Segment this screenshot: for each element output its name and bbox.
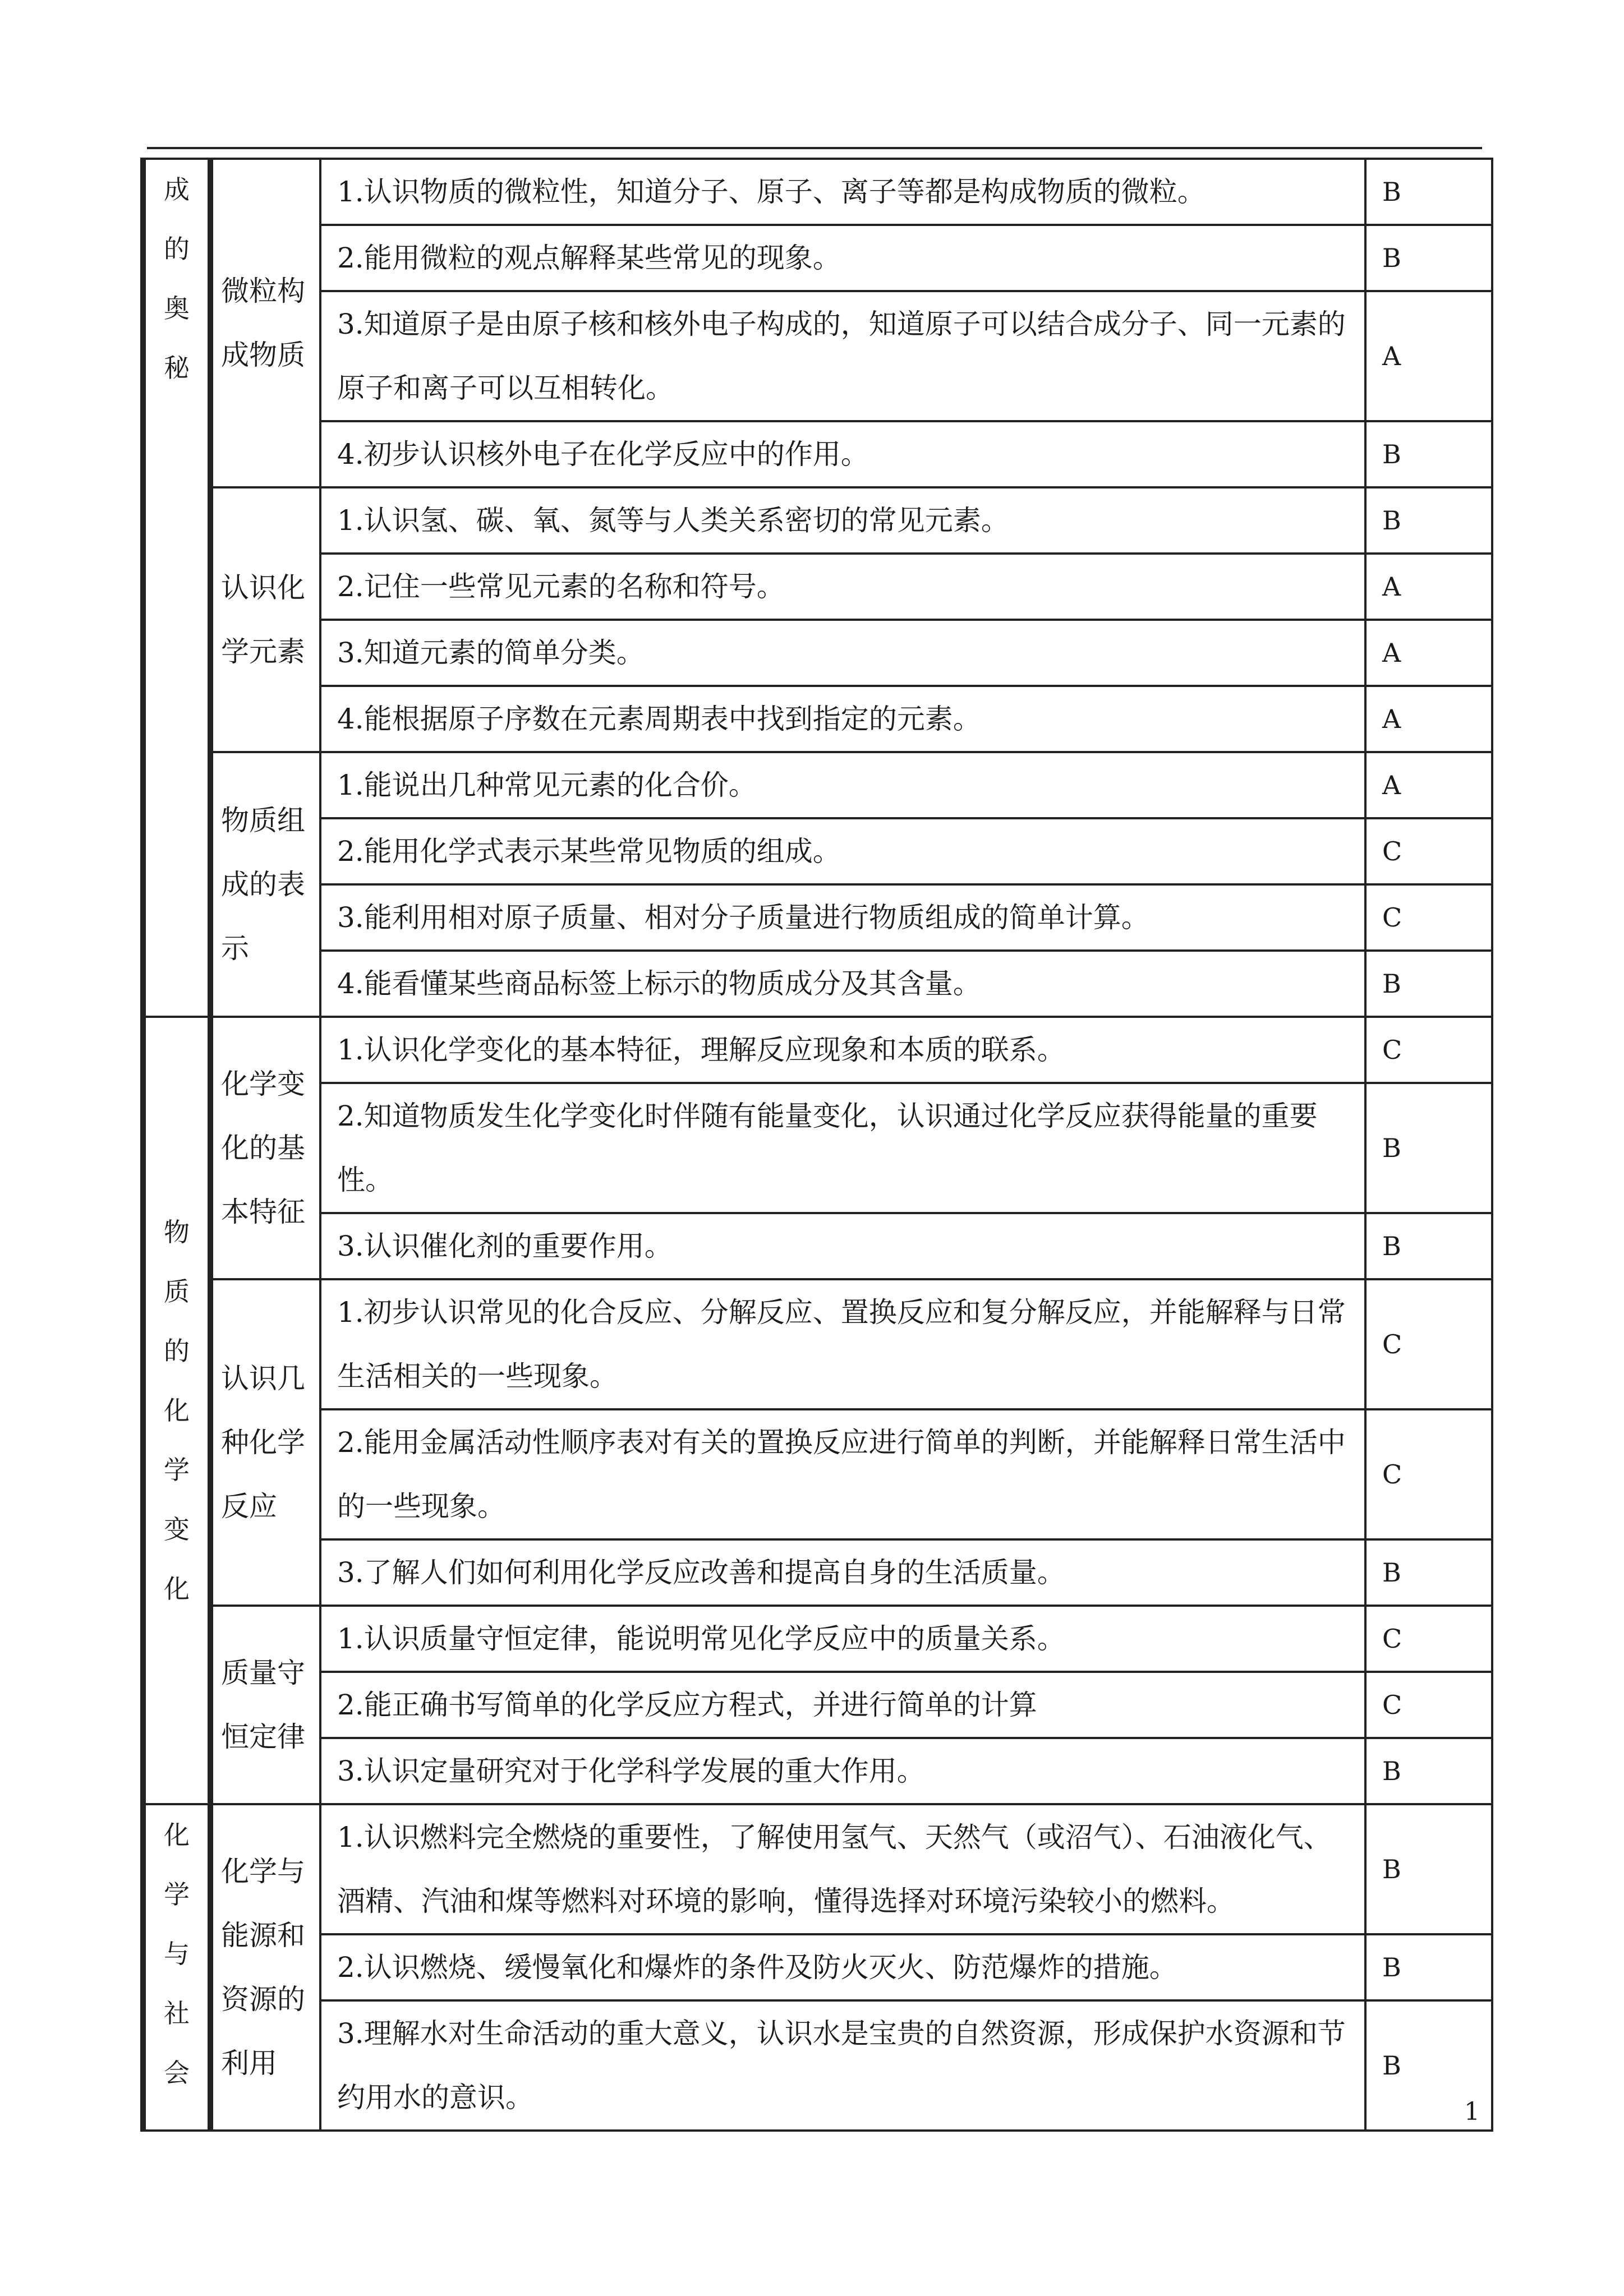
level-cell: A xyxy=(1365,554,1492,620)
level-cell: B xyxy=(1365,159,1492,225)
requirement-cell: 3.知道原子是由原子核和核外电子构成的，知道原子可以结合成分子、同一元素的原子和离子可以互相转化。 xyxy=(320,291,1365,421)
header-rule xyxy=(147,147,1482,149)
level-cell: B xyxy=(1365,1539,1492,1606)
table-row xyxy=(143,159,1492,225)
level-cell: A xyxy=(1365,686,1492,752)
theme-char: 变 xyxy=(164,1514,190,1545)
table-row xyxy=(143,818,1492,884)
requirement-cell: 2.能正确书写简单的化学反应方程式，并进行简单的计算 xyxy=(320,1672,1365,1738)
table-row xyxy=(143,1738,1492,1804)
table-body xyxy=(143,159,1492,2131)
requirement-cell: 1.初步认识常见的化合反应、分解反应、置换反应和复分解反应，并能解释与日常生活相关的一些现象。 xyxy=(320,1279,1365,1409)
requirement-cell: 1.认识化学变化的基本特征，理解反应现象和本质的联系。 xyxy=(320,1017,1365,1083)
theme-char: 与 xyxy=(164,1939,190,1969)
requirement-cell: 3.认识定量研究对于化学科学发展的重大作用。 xyxy=(320,1738,1365,1804)
theme-char: 学 xyxy=(164,1879,190,1910)
table-row xyxy=(143,620,1492,686)
level-cell: B xyxy=(1365,421,1492,487)
theme-char: 会 xyxy=(164,2058,190,2088)
table-row xyxy=(143,554,1492,620)
level-cell: B xyxy=(1365,1213,1492,1279)
level-cell: B xyxy=(1365,1804,1492,1934)
theme-label xyxy=(146,1805,208,2103)
theme-label xyxy=(146,160,208,398)
topic-cell: 认识几种化学反应 xyxy=(210,1279,320,1606)
requirement-cell: 2.认识燃烧、缓慢氧化和爆炸的条件及防火灭火、防范爆炸的措施。 xyxy=(320,1934,1365,2000)
theme-char: 学 xyxy=(164,1455,190,1485)
table-row xyxy=(143,951,1492,1017)
table-row xyxy=(143,752,1492,818)
theme-char: 的 xyxy=(164,1336,190,1366)
topic-cell: 认识化学元素 xyxy=(210,487,320,752)
requirement-cell: 2.能用金属活动性顺序表对有关的置换反应进行简单的判断，并能解释日常生活中的一些现象。 xyxy=(320,1409,1365,1539)
level-cell: C xyxy=(1365,818,1492,884)
requirement-cell: 2.记住一些常见元素的名称和符号。 xyxy=(320,554,1365,620)
table-row xyxy=(143,1539,1492,1606)
table-row xyxy=(143,225,1492,291)
requirement-cell: 1.认识氢、碳、氧、氮等与人类关系密切的常见元素。 xyxy=(320,487,1365,554)
level-cell: C xyxy=(1365,1409,1492,1539)
topic-cell: 化学与能源和资源的利用 xyxy=(210,1804,320,2131)
level-cell: C xyxy=(1365,884,1492,951)
requirement-cell: 2.知道物质发生化学变化时伴随有能量变化，认识通过化学反应获得能量的重要性。 xyxy=(320,1083,1365,1213)
table-row xyxy=(143,1213,1492,1279)
theme-cell xyxy=(143,159,210,1017)
theme-char: 化 xyxy=(164,1395,190,1426)
level-cell: B xyxy=(1365,1083,1492,1213)
theme-char: 质 xyxy=(164,1276,190,1307)
level-cell: B xyxy=(1365,487,1492,554)
level-cell: A xyxy=(1365,752,1492,818)
table-row xyxy=(143,1409,1492,1539)
level-cell: C xyxy=(1365,1017,1492,1083)
topic-cell: 质量守恒定律 xyxy=(210,1606,320,1804)
requirement-cell: 3.了解人们如何利用化学反应改善和提高自身的生活质量。 xyxy=(320,1539,1365,1606)
theme-char: 化 xyxy=(164,1820,190,1850)
requirement-cell: 3.认识催化剂的重要作用。 xyxy=(320,1213,1365,1279)
table-row xyxy=(143,884,1492,951)
table-row xyxy=(143,2000,1492,2131)
theme-char: 成 xyxy=(164,174,190,205)
page-number: 1 xyxy=(1464,2097,1480,2126)
table-row xyxy=(143,291,1492,421)
theme-char: 秘 xyxy=(164,353,190,383)
table-row xyxy=(143,1083,1492,1213)
requirement-cell: 1.认识燃料完全燃烧的重要性，了解使用氢气、天然气（或沼气）、石油液化气、酒精、汽油和煤等燃料对环境的影响，懂得选择对环境污染较小的燃料。 xyxy=(320,1804,1365,1934)
requirement-cell: 4.初步认识核外电子在化学反应中的作用。 xyxy=(320,421,1365,487)
table-row xyxy=(143,1279,1492,1409)
level-cell: C xyxy=(1365,1279,1492,1409)
requirement-cell: 3.理解水对生命活动的重大意义，认识水是宝贵的自然资源，形成保护水资源和节约用水的意识。 xyxy=(320,2000,1365,2131)
requirement-cell: 2.能用微粒的观点解释某些常见的现象。 xyxy=(320,225,1365,291)
table-row xyxy=(143,1672,1492,1738)
topic-cell: 化学变化的基本特征 xyxy=(210,1017,320,1279)
requirement-cell: 3.能利用相对原子质量、相对分子质量进行物质组成的简单计算。 xyxy=(320,884,1365,951)
level-cell: B xyxy=(1365,1934,1492,2000)
requirement-cell: 1.能说出几种常见元素的化合价。 xyxy=(320,752,1365,818)
level-cell: B xyxy=(1365,951,1492,1017)
requirement-cell: 2.能用化学式表示某些常见物质的组成。 xyxy=(320,818,1365,884)
theme-cell xyxy=(143,1804,210,2131)
requirement-cell: 4.能看懂某些商品标签上标示的物质成分及其含量。 xyxy=(320,951,1365,1017)
level-cell: B xyxy=(1365,225,1492,291)
topic-cell: 物质组成的表示 xyxy=(210,752,320,1017)
curriculum-standards-table xyxy=(140,158,1493,2132)
requirement-cell: 1.认识质量守恒定律，能说明常见化学反应中的质量关系。 xyxy=(320,1606,1365,1672)
table-row xyxy=(143,686,1492,752)
theme-cell xyxy=(143,1017,210,1804)
theme-char: 化 xyxy=(164,1574,190,1604)
level-cell: A xyxy=(1365,620,1492,686)
theme-char: 的 xyxy=(164,234,190,264)
table-row xyxy=(143,1017,1492,1083)
table-row xyxy=(143,1606,1492,1672)
table-row xyxy=(143,1804,1492,1934)
requirement-cell: 3.知道元素的简单分类。 xyxy=(320,620,1365,686)
theme-char: 奥 xyxy=(164,293,190,324)
table-row xyxy=(143,421,1492,487)
theme-char: 物 xyxy=(164,1217,190,1247)
level-cell: C xyxy=(1365,1606,1492,1672)
level-cell: C xyxy=(1365,1672,1492,1738)
table-row xyxy=(143,487,1492,554)
requirement-cell: 1.认识物质的微粒性，知道分子、原子、离子等都是构成物质的微粒。 xyxy=(320,159,1365,225)
topic-cell: 微粒构成物质 xyxy=(210,159,320,487)
level-cell: B xyxy=(1365,2000,1492,2131)
theme-char: 社 xyxy=(164,1998,190,2028)
theme-label xyxy=(146,1202,208,1619)
requirement-cell: 4.能根据原子序数在元素周期表中找到指定的元素。 xyxy=(320,686,1365,752)
level-cell: A xyxy=(1365,291,1492,421)
table-row xyxy=(143,1934,1492,2000)
level-cell: B xyxy=(1365,1738,1492,1804)
